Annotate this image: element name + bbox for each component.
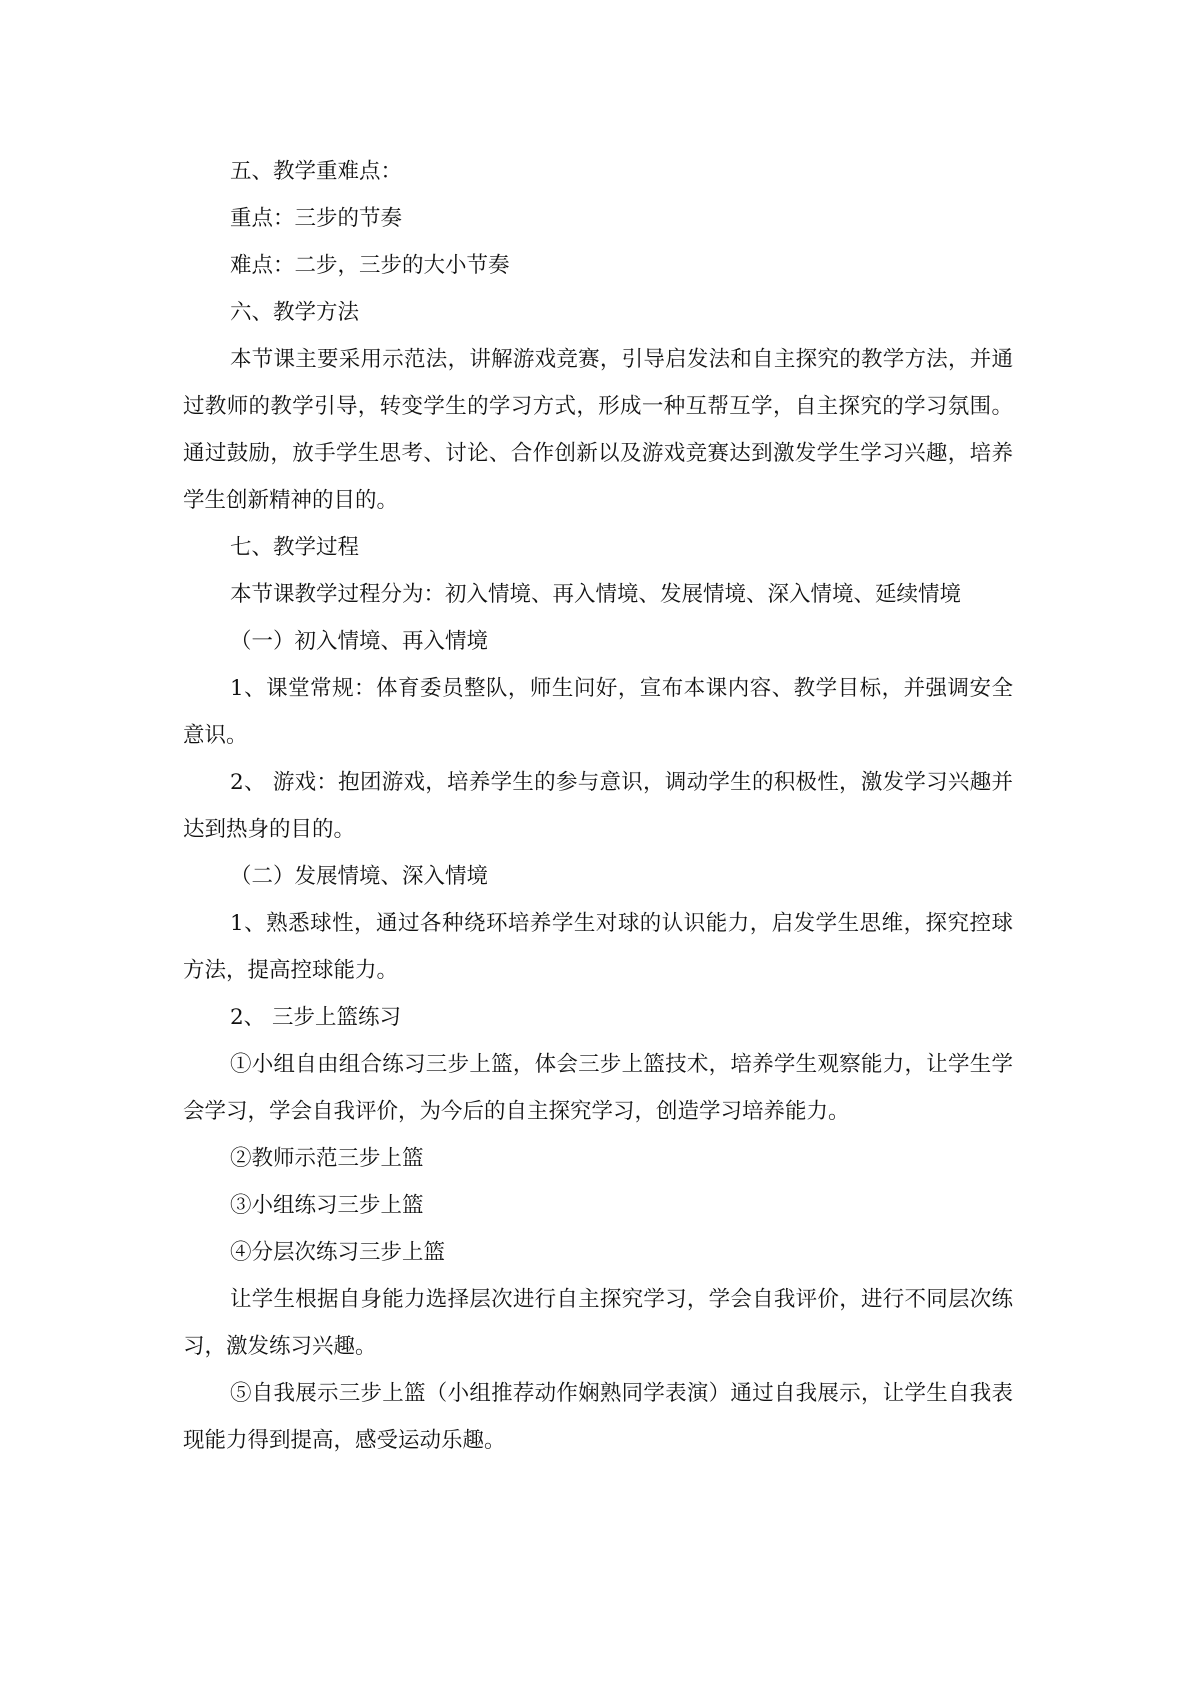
subsection-heading-development-situation: （二）发展情境、深入情境 (230, 864, 489, 889)
paragraph-methods-description: 本节课主要采用示范法，讲解游戏竞赛，引导启发法和自主探究的教学方法，并通过教师的教学引导，转变学生的学习方式，形成一种互帮互学，自主探究的学习氛围。通过鼓励，放手学生思考、讨论、合作创新以及游戏竞赛达到激发学生学习兴趣，培养学生创新精神的目的。 (183, 347, 1013, 513)
document-body (183, 148, 1013, 1464)
section-heading-key-points: 五、教学重难点： (230, 159, 403, 184)
subsection-heading-initial-situation: （一）初入情境、再入情境 (230, 629, 489, 654)
paragraph-group-practice: ③小组练习三步上篮 (230, 1193, 424, 1218)
paragraph-tiered-practice: ④分层次练习三步上篮 (230, 1240, 446, 1265)
paragraph-teacher-demo: ②教师示范三步上篮 (230, 1146, 424, 1171)
paragraph-layup-practice-title: 2、 三步上篮练习 (230, 1005, 402, 1030)
paragraph-self-showcase: ⑤自我展示三步上篮（小组推荐动作娴熟同学表演）通过自我展示，让学生自我表现能力得到提高，感受运动乐趣。 (183, 1381, 1013, 1453)
paragraph-key-point: 重点：三步的节奏 (230, 206, 403, 231)
section-heading-teaching-process: 七、教学过程 (230, 535, 360, 560)
paragraph-self-selection: 让学生根据自身能力选择层次进行自主探究学习，学会自我评价，进行不同层次练习，激发练习兴趣。 (183, 1287, 1013, 1359)
paragraph-difficult-point: 难点：二步，三步的大小节奏 (230, 253, 510, 278)
paragraph-group-free-practice: ①小组自由组合练习三步上篮，体会三步上篮技术，培养学生观察能力，让学生学会学习，学会自我评价，为今后的自主探究学习，创造学习培养能力。 (183, 1052, 1013, 1124)
paragraph-class-routine: 1、课堂常规：体育委员整队，师生问好，宣布本课内容、教学目标，并强调安全意识。 (183, 676, 1013, 748)
paragraph-warmup-game: 2、 游戏：抱团游戏，培养学生的参与意识，调动学生的积极性，激发学习兴趣并达到热身的目的。 (183, 770, 1013, 842)
paragraph-ball-familiarity: 1、熟悉球性，通过各种绕环培养学生对球的认识能力，启发学生思维，探究控球方法，提高控球能力。 (183, 911, 1013, 983)
section-heading-teaching-methods: 六、教学方法 (230, 300, 360, 325)
paragraph-process-overview: 本节课教学过程分为：初入情境、再入情境、发展情境、深入情境、延续情境 (230, 582, 962, 607)
